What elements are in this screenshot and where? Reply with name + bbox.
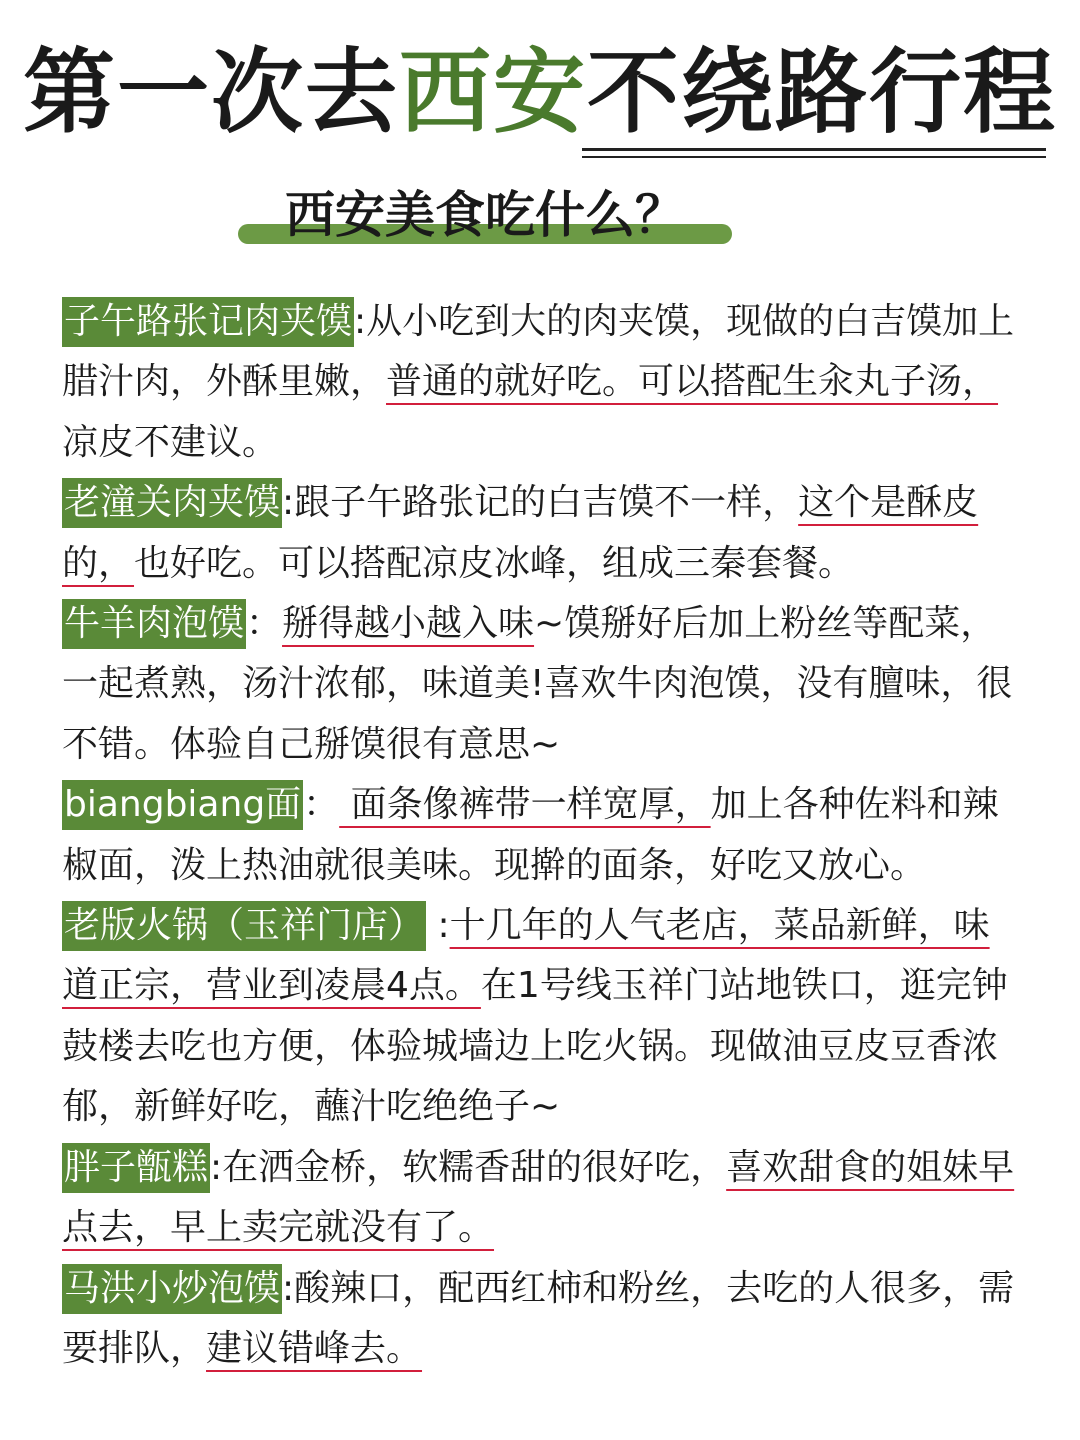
entry-text: : — [426, 905, 450, 947]
subtitle-block — [238, 180, 732, 250]
entry-text: 也好吃。可以搭配凉皮冰峰，组成三秦套餐。 — [134, 542, 855, 584]
title-part-1: 第一次去 — [22, 39, 399, 146]
entry-underlined-text: 喜欢甜食的姐妹早点去，早上卖完就没有了。 — [62, 1146, 1015, 1249]
food-name-tag: 老版火锅（玉祥门店） — [62, 901, 426, 951]
food-list — [62, 292, 1022, 1379]
food-name-tag: biangbiang面 — [62, 780, 303, 830]
food-entry-laotongguan — [62, 473, 1022, 594]
subtitle: 西安美食吃什么？ — [285, 186, 685, 244]
entry-underlined-text: 掰得越小越入味 — [282, 603, 535, 645]
title-underline — [582, 148, 1046, 151]
entry-text: :在洒金桥，软糯香甜的很好吃， — [210, 1146, 727, 1188]
title-underline-thin — [582, 156, 1046, 158]
entry-text: 在1号线玉祥门站地铁口，逛完钟鼓楼去吃也方便，体验城墙边上吃火锅。现做油豆皮豆香浓郁，新鲜好吃，蘸汁吃绝绝子~ — [62, 965, 1008, 1128]
entry-text: :酸辣口，配西红柿和粉丝，去吃的人很多，需要排队， — [62, 1267, 1015, 1369]
entry-text: 凉皮不建议。 — [62, 421, 279, 463]
title-highlight: 西安 — [398, 39, 587, 146]
food-name-tag: 子午路张记肉夹馍 — [62, 297, 354, 347]
food-name-tag: 胖子甑糕 — [62, 1143, 210, 1193]
entry-text: :跟子午路张记的白吉馍不一样， — [282, 482, 799, 524]
food-name-tag: 牛羊肉泡馍 — [62, 599, 246, 649]
entry-text: :从小吃到大的肉夹馍，现做的白吉馍加上腊汁肉，外酥里嫩， — [62, 301, 1015, 403]
food-entry-mahong — [62, 1259, 1022, 1380]
entry-text: ： — [246, 603, 283, 645]
entry-underlined-text: 面条像裤带一样宽厚， — [339, 784, 711, 826]
food-entry-zhangji — [62, 292, 1022, 473]
entry-text: ~馍掰好后加上粉丝等配菜，一起煮熟，汤汁浓郁，味道美!喜欢牛肉泡馍，没有膻味，很不错。体验自己掰馍很有意思~ — [62, 603, 1013, 765]
page-title — [0, 38, 1080, 148]
entry-text: ： — [303, 784, 340, 826]
food-entry-paomo — [62, 594, 1022, 775]
food-name-tag: 马洪小炒泡馍 — [62, 1264, 282, 1314]
food-name-tag: 老潼关肉夹馍 — [62, 478, 282, 528]
entry-underlined-text: 这个是酥皮的， — [62, 482, 979, 584]
entry-text: 加上各种佐料和辣椒面，泼上热油就很美味。现擀的面条，好吃又放心。 — [62, 784, 999, 886]
food-entry-biangbiang — [62, 775, 1022, 896]
food-entry-zenggao — [62, 1138, 1022, 1259]
entry-underlined-text: 建议错峰去。 — [206, 1327, 423, 1369]
entry-underlined-text: 普通的就好吃。可以搭配生汆丸子汤， — [386, 361, 999, 403]
entry-underlined-text: 十几年的人气老店，菜品新鲜，味道正宗，营业到凌晨4点。 — [62, 905, 990, 1007]
food-entry-hotpot — [62, 896, 1022, 1138]
title-part-2: 不绕路行程 — [587, 39, 1058, 146]
